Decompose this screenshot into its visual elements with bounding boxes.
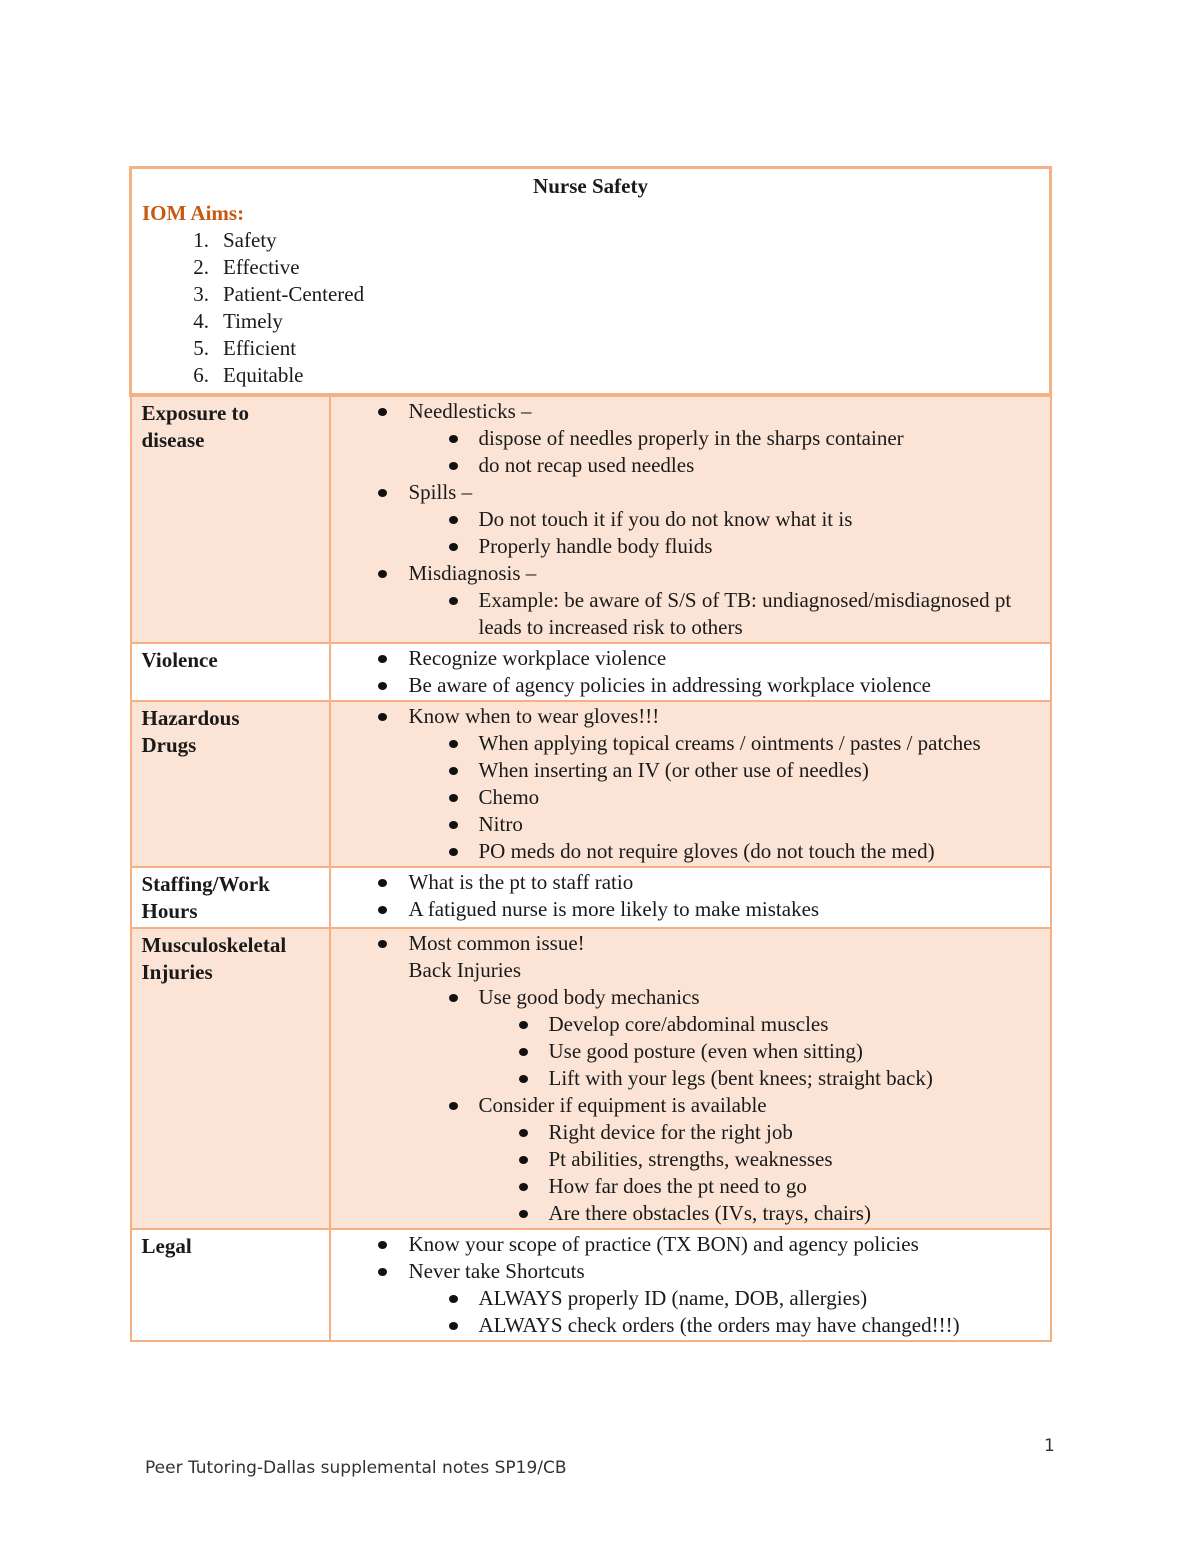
list-item: Needlesticks – dispose of needles properly in the sharps container do not recap used needles (331, 398, 1046, 479)
list-item: Use good posture (even when sitting) (479, 1038, 1046, 1065)
list-item: 1. Safety (193, 228, 277, 252)
bullet-icon (378, 655, 387, 663)
category-label: Staffing/Work (141, 872, 270, 896)
table-row (131, 928, 1051, 1229)
bullet-icon (378, 940, 387, 948)
list-item: do not recap used needles (409, 452, 1046, 479)
category-label: Injuries (141, 960, 213, 984)
bullet-icon (519, 1183, 528, 1191)
list-item: What is the pt to staff ratio (331, 869, 1046, 896)
category-label: Musculoskeletal (141, 933, 287, 957)
list-item: 3. Patient-Centered (193, 282, 365, 306)
list-item: dispose of needles properly in the sharps container (409, 425, 1046, 452)
bullet-icon (449, 767, 458, 775)
list-item: Most common issue! Back Injuries Use good body mechanics Develop core/abdominal muscles Use good posture (even when sitting) Lift with your legs (bent knees; straight back) Consider if equipment is available Right device for the right job Pt abilities, strengths, weaknesses How far does the pt need to go Are there obstacles (IVs, trays, chairs) (331, 930, 1046, 1227)
list-item: ALWAYS properly ID (name, DOB, allergies) (409, 1285, 1046, 1312)
bullet-icon (519, 1021, 528, 1029)
category-label: Drugs (141, 733, 197, 757)
list-item: Pt abilities, strengths, weaknesses (479, 1146, 1046, 1173)
bullet-icon (449, 740, 458, 748)
category-label: Legal (141, 1234, 192, 1258)
bullet-icon (378, 570, 387, 578)
page-number: 1 (1044, 1436, 1055, 1456)
bullet-icon (449, 848, 458, 856)
bullet-icon (449, 794, 458, 802)
list-item: Nitro (409, 811, 1046, 838)
list-item: Consider if equipment is available Right device for the right job Pt abilities, strengths, weaknesses How far does the pt need to go Are there obstacles (IVs, trays, chairs) (409, 1092, 1046, 1227)
bullet-icon (449, 821, 458, 829)
bullet-icon (449, 435, 458, 443)
list-item: 4. Timely (193, 309, 283, 333)
list-item: How far does the pt need to go (479, 1173, 1046, 1200)
bullet-icon (449, 462, 458, 470)
bullet-icon (449, 1322, 458, 1330)
table-row (131, 395, 1051, 643)
iom-aims-list (142, 227, 1039, 389)
list-item: 5. Efficient (193, 336, 297, 360)
category-cell (131, 1229, 330, 1341)
content-cell (330, 1229, 1051, 1341)
iom-aims-heading: IOM Aims: (142, 201, 245, 225)
bullet-icon (378, 879, 387, 887)
category-label: disease (141, 428, 205, 452)
category-label: Exposure to (141, 401, 250, 425)
bullet-icon (378, 713, 387, 721)
table-row (131, 1229, 1051, 1341)
nurse-safety-table (129, 166, 1052, 1342)
bullet-icon (378, 906, 387, 914)
bullet-icon (449, 516, 458, 524)
list-item: Develop core/abdominal muscles (479, 1011, 1046, 1038)
bullet-icon (449, 994, 458, 1002)
list-item: When applying topical creams / ointments / pastes / patches (409, 730, 1046, 757)
header-cell (131, 168, 1051, 396)
document-title: Nurse Safety (533, 174, 648, 198)
list-item: Properly handle body fluids (409, 533, 1046, 560)
footer-text: Peer Tutoring-Dallas supplemental notes SP19/CB (145, 1458, 567, 1478)
bullet-icon (519, 1048, 528, 1056)
list-item: Lift with your legs (bent knees; straight back) (479, 1065, 1046, 1092)
category-cell (131, 643, 330, 701)
table-header-row (131, 168, 1051, 396)
bullet-icon (378, 408, 387, 416)
bullet-icon (449, 543, 458, 551)
list-item: Spills – Do not touch it if you do not know what it is Properly handle body fluids (331, 479, 1046, 560)
content-cell (330, 701, 1051, 867)
list-item: ALWAYS check orders (the orders may have changed!!!) (409, 1312, 1046, 1339)
bullet-icon (519, 1129, 528, 1137)
list-item: PO meds do not require gloves (do not touch the med) (409, 838, 1046, 865)
bullet-icon (378, 682, 387, 690)
bullet-icon (378, 489, 387, 497)
list-item: Be aware of agency policies in addressing workplace violence (331, 672, 1046, 699)
content-cell (330, 928, 1051, 1229)
list-item: 2. Effective (193, 255, 300, 279)
category-cell (131, 867, 330, 928)
content-cell (330, 867, 1051, 928)
category-cell (131, 395, 330, 643)
table-row (131, 701, 1051, 867)
list-item: Know when to wear gloves!!! When applying topical creams / ointments / pastes / patches When inserting an IV (or other use of needles) Chemo Nitro PO meds do not require gloves (do not touch the med) (331, 703, 1046, 865)
list-item: 6. Equitable (193, 363, 304, 387)
category-label: Violence (141, 648, 218, 672)
content-cell (330, 643, 1051, 701)
bullet-icon (519, 1210, 528, 1218)
bullet-icon (449, 597, 458, 605)
table-row (131, 867, 1051, 928)
list-item: Are there obstacles (IVs, trays, chairs) (479, 1200, 1046, 1227)
category-cell (131, 928, 330, 1229)
list-item: Use good body mechanics Develop core/abdominal muscles Use good posture (even when sitting) Lift with your legs (bent knees; straight back) (409, 984, 1046, 1092)
bullet-icon (519, 1075, 528, 1083)
list-item: Know your scope of practice (TX BON) and agency policies (331, 1231, 1046, 1258)
bullet-icon (519, 1156, 528, 1164)
list-item: Recognize workplace violence (331, 645, 1046, 672)
bullet-icon (378, 1241, 387, 1249)
list-item: When inserting an IV (or other use of needles) (409, 757, 1046, 784)
bullet-icon (449, 1295, 458, 1303)
list-item: Never take Shortcuts ALWAYS properly ID (name, DOB, allergies) ALWAYS check orders (the orders may have changed!!!) (331, 1258, 1046, 1339)
bullet-icon (449, 1102, 458, 1110)
list-item: Right device for the right job (479, 1119, 1046, 1146)
category-label: Hours (141, 899, 198, 923)
list-item: Chemo (409, 784, 1046, 811)
category-label: Hazardous (141, 706, 240, 730)
list-item: Misdiagnosis – Example: be aware of S/S of TB: undiagnosed/misdiagnosed pt leads to increased risk to others (331, 560, 1046, 641)
list-item: Do not touch it if you do not know what it is (409, 506, 1046, 533)
list-item: Example: be aware of S/S of TB: undiagnosed/misdiagnosed pt leads to increased risk to others (409, 587, 1046, 641)
bullet-icon (378, 1268, 387, 1276)
list-item: A fatigued nurse is more likely to make mistakes (331, 896, 1046, 923)
category-cell (131, 701, 330, 867)
content-cell (330, 395, 1051, 643)
table-row (131, 643, 1051, 701)
